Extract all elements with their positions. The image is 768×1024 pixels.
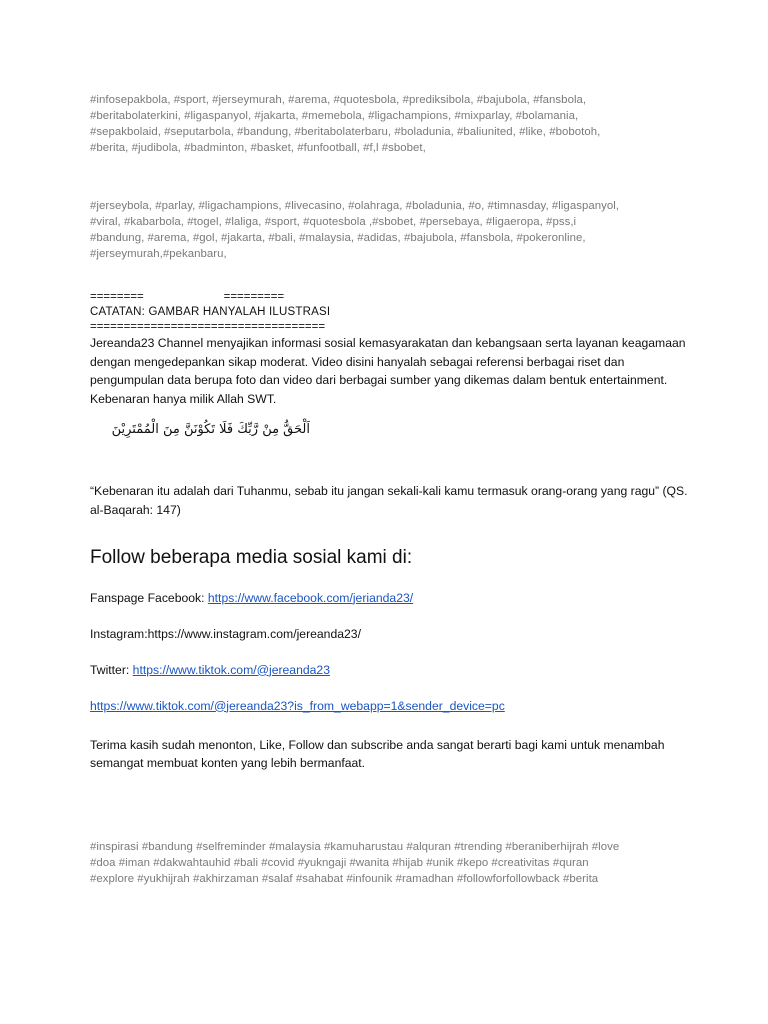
hashtag-line: #explore #yukhijrah #akhirzaman #salaf #sahabat #infounik #ramadhan #followforfollowback #berita [90, 872, 599, 885]
hashtag-line: #sepakbolaid, #seputarbola, #bandung, #beritabolaterbaru, #boladunia, #baliunited, #like, #bobotoh, [90, 126, 601, 138]
hashtags-block-2 [90, 198, 690, 262]
tiktok-link[interactable]: https://www.tiktok.com/@jereanda23?is_from_webapp=1&sender_device=pc [90, 698, 505, 713]
hashtag-line: #berita, #judibola, #badminton, #basket, #funfootball, #f,l #sbobet, [90, 142, 426, 154]
hashtag-line: #beritabolaterkini, #ligaspanyol, #jakarta, #memebola, #ligachampions, #mixparlay, #bolamania, [90, 110, 579, 122]
channel-description: Jereanda23 Channel menyajikan informasi sosial kemasyarakatan dan kebangsaan serta layanan keagamaan dengan mengedepankan sikap moderat. Video disini hanyalah sebagai referensi berbagai riset dan pengumpulan data berupa foto dan video dari berbagai sumber yang dikemas dalam bentuk entertainment. Kebenaran hanya milik Allah SWT. [90, 336, 686, 406]
arabic-verse: اَلْحَقُّ مِنْ رَّبِّكَ فَلَا تَكُوْنَنَّ مِنَ الْمُمْتَرِيْنَ [111, 422, 310, 438]
hashtag-line: #jerseymurah,#pekanbaru, [90, 248, 227, 260]
hashtag-line: #doa #iman #dakwahtauhid #bali #covid #yukngaji #wanita #hijab #unik #kepo #creativitas #quran [90, 856, 589, 869]
facebook-label: Fanspage Facebook: [90, 590, 208, 605]
hashtag-line: #infosepakbola, #sport, #jerseymurah, #arema, #quotesbola, #prediksibola, #bajubola, #fansbola, [90, 94, 587, 106]
hashtag-line: #bandung, #arema, #gol, #jakarta, #bali, #malaysia, #adidas, #bajubola, #fansbola, #pokeronline, [90, 232, 586, 244]
facebook-link[interactable]: https://www.facebook.com/jerianda23/ [207, 590, 414, 605]
hashtag-line: #jerseybola, #parlay, #ligachampions, #livecasino, #olahraga, #boladunia, #o, #timnasday, #ligaspanyol, [90, 200, 620, 212]
verse-translation-quote: “Kebenaran itu adalah dari Tuhanmu, sebab itu jangan sekali-kali kamu termasuk orang-orang yang ragu” (QS. al-Baqarah: 147) [90, 484, 688, 517]
twitter-label: Twitter: [90, 662, 133, 677]
twitter-line [90, 662, 690, 678]
follow-heading: Follow beberapa media sosial kami di: [90, 546, 413, 568]
thanks-message: Terima kasih sudah menonton, Like, Follow dan subscribe anda sangat berarti bagi kami untuk menambah semangat membuat konten yang lebih bermanfaat. [90, 737, 665, 771]
tiktok-line [90, 698, 690, 714]
hashtags-block-1 [90, 92, 690, 156]
document-page [90, 92, 690, 887]
hashtag-line: #inspirasi #bandung #selfreminder #malaysia #kamuharustau #alquran #trending #beraniberhijrah #love [90, 840, 620, 853]
hashtag-line: #viral, #kabarbola, #togel, #laliga, #sport, #quotesbola ,#sbobet, #persebaya, #ligaeropa, #pss,i [90, 216, 577, 228]
catatan-note: CATATAN: GAMBAR HANYALAH ILUSTRASI [90, 306, 331, 318]
instagram-line: Instagram:https://www.instagram.com/jereanda23/ [90, 626, 361, 641]
separator-top: ======== ========= [90, 291, 285, 303]
arabic-verse-wrap [90, 422, 310, 442]
separator-bottom: =================================== [90, 321, 326, 333]
twitter-link[interactable]: https://www.tiktok.com/@jereanda23 [132, 662, 330, 677]
hashtags-block-3 [90, 839, 690, 887]
facebook-line [90, 590, 690, 606]
